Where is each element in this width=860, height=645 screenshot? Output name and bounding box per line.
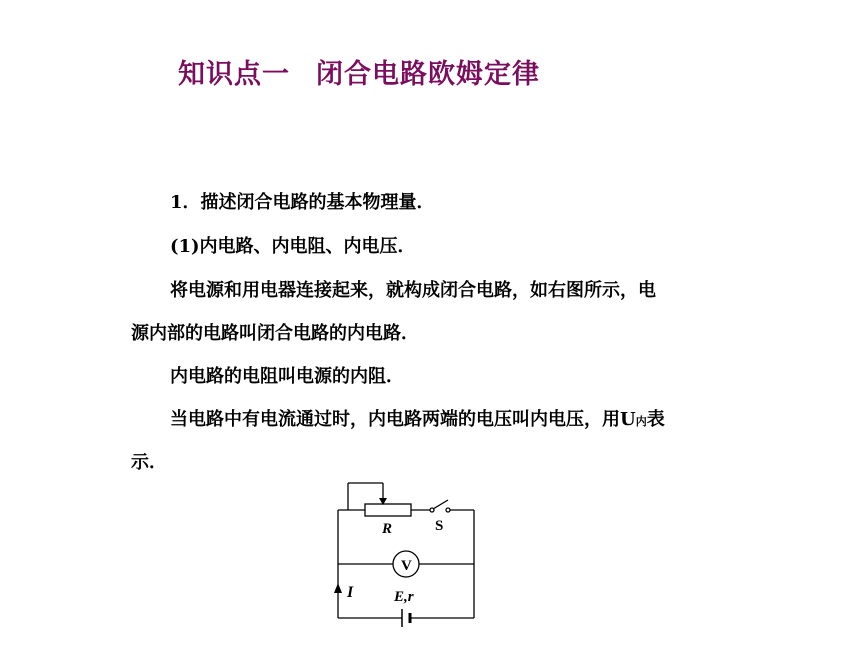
para3-line1 <box>170 409 665 433</box>
resistor <box>365 504 411 516</box>
title-part2: 闭合电路欧姆定律 <box>316 59 540 90</box>
para3-subscript: 内 <box>635 415 647 428</box>
item-1-sub: (1)内电路、内电阻、内电压． <box>170 236 416 257</box>
para3-text-pre: 当电路中有电流通过时，内电路两端的电压叫内电压，用U <box>170 409 636 430</box>
switch-label: S <box>435 518 444 534</box>
title-part1: 知识点一 <box>178 59 290 90</box>
current-label: I <box>347 584 354 601</box>
para2: 内电路的电阻叫电源的内阻． <box>170 366 404 387</box>
source-label: E,r <box>394 589 414 605</box>
para1-line2: 源内部的电路叫闭合电路的内电路． <box>131 323 419 344</box>
current-arrow <box>334 583 342 593</box>
resistor-label: R <box>382 521 393 537</box>
voltmeter-label: V <box>401 558 412 574</box>
para3-line2: 示． <box>131 452 167 473</box>
para3-text-post: 表 <box>646 409 665 430</box>
switch-contact-right <box>446 508 450 512</box>
page-title <box>178 52 540 91</box>
circuit-diagram <box>330 475 490 630</box>
item-1: 1．描述闭合电路的基本物理量． <box>170 192 435 213</box>
switch-blade <box>433 500 448 509</box>
para1-line1: 将电源和用电器连接起来，就构成闭合电路，如右图所示，电 <box>170 280 656 301</box>
